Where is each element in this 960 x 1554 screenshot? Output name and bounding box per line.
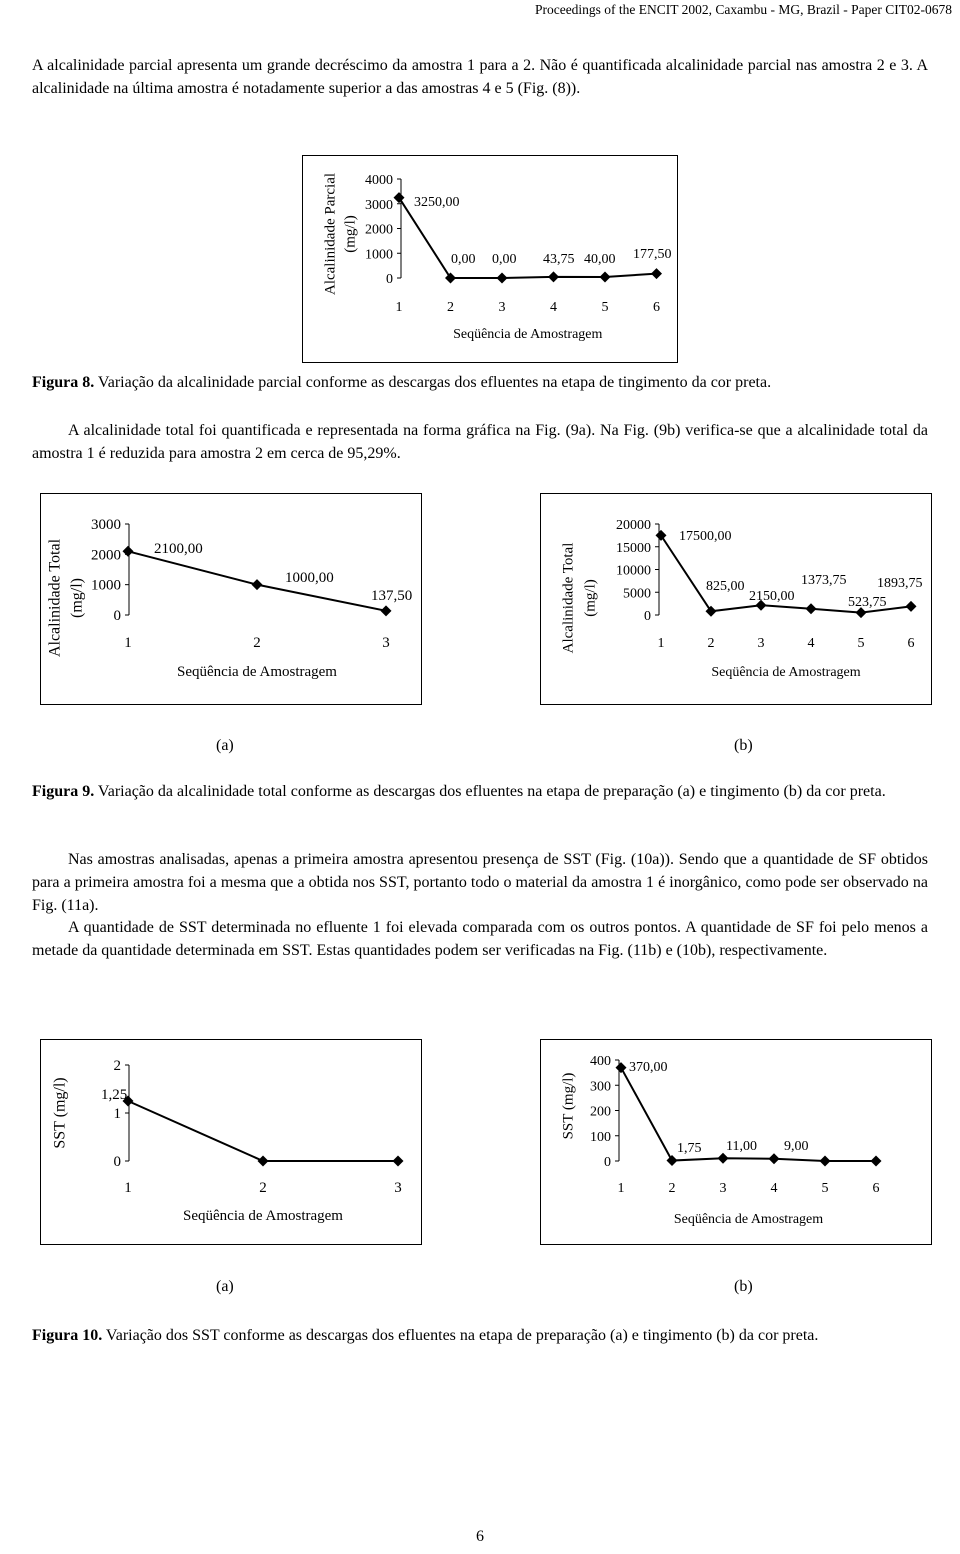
figure-9b-svg (541, 494, 931, 704)
data-point-marker (706, 606, 717, 617)
figure-8-svg (303, 156, 677, 362)
figure-8-chart (302, 155, 678, 363)
x-tick-label: 3 (394, 1180, 402, 1196)
figure-10b-svg (541, 1040, 931, 1244)
y-tick-label: 10000 (616, 563, 651, 579)
x-tick-label: 1 (395, 300, 403, 315)
y-tick-label: 1000 (91, 577, 121, 594)
x-tick-label: 1 (124, 1180, 132, 1196)
y-tick-label: 0 (113, 608, 121, 624)
data-point-marker (258, 1156, 269, 1167)
paragraph-1: A alcalinidade parcial apresenta um grande decréscimo da amostra 1 para a 2. Não é quantificada alcalinidade parcial nas amostra 2 e 3. A alcalinidade na última amostra é notadamente superior a das amostras 4 e 5 (Fig. (8)). (32, 57, 928, 97)
data-label: 1,75 (677, 1141, 702, 1156)
x-tick-label: 3 (757, 636, 765, 651)
data-label: 370,00 (629, 1060, 668, 1075)
figure-10a-svg (41, 1040, 421, 1244)
y-axis-label: SST (mg/l) (51, 1077, 69, 1149)
figure-8-text: Variação da alcalinidade parcial conforme as descargas dos efluentes na etapa de tingimento da cor preta. (94, 374, 772, 391)
y-axis-label: Alcalinidade Parcial (322, 172, 339, 296)
data-point-marker (616, 1062, 627, 1073)
x-tick-label: 3 (719, 1181, 727, 1196)
figure-8-label: Figura 8. (32, 374, 95, 391)
x-tick-label: 6 (653, 300, 660, 315)
data-point-marker (656, 530, 667, 541)
y-tick-label: 0 (604, 1155, 611, 1170)
y-tick-label: 20000 (616, 518, 651, 533)
data-label: 137,50 (371, 588, 413, 604)
x-axis-label: Seqüência de Amostragem (711, 665, 861, 680)
x-tick-label: 4 (807, 636, 815, 651)
data-point-marker (651, 268, 662, 279)
y-tick-label: 0 (386, 272, 393, 287)
data-label: 1000,00 (285, 570, 334, 586)
y-tick-label: 400 (590, 1054, 611, 1069)
figure-10-sub-b: (b) (734, 1278, 753, 1295)
data-label: 2150,00 (749, 589, 795, 604)
x-tick-label: 3 (498, 300, 506, 315)
data-point-marker (123, 546, 134, 557)
y-axis-label: (mg/l) (342, 215, 359, 253)
figure-10-label: Figura 10. (32, 1327, 103, 1344)
data-point-marker (600, 272, 611, 283)
page-header: Proceedings of the ENCIT 2002, Caxambu - MG, Brazil - Paper CIT02-0678 (534, 2, 952, 17)
x-tick-label: 4 (770, 1181, 778, 1196)
figure-9-caption (32, 780, 960, 803)
figure-9-sub-b: (b) (734, 737, 753, 754)
x-axis-label: Seqüência de Amostragem (673, 1212, 824, 1227)
data-label: 2100,00 (154, 541, 203, 557)
figure-9-text: Variação da alcalinidade total conforme as descargas dos efluentes na etapa de preparação (a) e tingimento (b) da cor preta. (94, 783, 886, 800)
x-tick-label: 5 (821, 1181, 829, 1196)
data-label: 523,75 (848, 595, 887, 610)
data-point-marker (871, 1156, 882, 1167)
y-tick-label: 15000 (616, 540, 651, 556)
figure-9a-chart (40, 493, 422, 705)
y-axis-label: (mg/l) (582, 579, 599, 617)
x-tick-label: 2 (253, 635, 261, 651)
y-tick-label: 1000 (365, 247, 393, 263)
y-tick-label: 3000 (91, 517, 121, 533)
x-axis-label: Seqüência de Amostragem (453, 327, 603, 342)
y-tick-label: 300 (590, 1079, 611, 1095)
x-tick-label: 1 (617, 1181, 625, 1196)
figure-10-sub-a: (a) (216, 1278, 234, 1295)
paragraph-4: A quantidade de SST determinada no efluente 1 foi elevada comparada com os outros pontos. A quantidade de SF foi pelo menos a metade da quantidade determinada em SST. Estas quantidades podem ser verificadas na Fig. (11b) e (10b), respectivamente. (32, 919, 928, 959)
data-label: 825,00 (706, 579, 745, 594)
data-point-marker (497, 273, 508, 284)
series-line (128, 1101, 398, 1161)
x-tick-label: 6 (907, 636, 915, 651)
x-tick-label: 4 (550, 300, 557, 315)
data-point-marker (381, 605, 392, 616)
figure-9a-svg (41, 494, 421, 704)
x-tick-label: 2 (668, 1181, 676, 1196)
data-label: 0,00 (451, 252, 476, 267)
x-tick-label: 5 (857, 636, 865, 651)
data-label: 177,50 (633, 247, 672, 262)
data-label: 0,00 (492, 252, 517, 267)
y-tick-label: 100 (590, 1129, 611, 1145)
y-axis-label: (mg/l) (68, 578, 86, 618)
data-label: 1,25 (101, 1087, 128, 1103)
figure-8-caption (32, 371, 960, 394)
y-tick-label: 5000 (623, 586, 651, 602)
x-tick-label: 1 (657, 636, 665, 651)
y-tick-label: 1 (113, 1106, 121, 1122)
data-point-marker (906, 601, 917, 612)
y-axis-label: Alcalinidade Total (46, 538, 64, 658)
figure-10-text: Variação dos SST conforme as descargas dos efluentes na etapa de preparação (a) e tingimento (b) da cor preta. (102, 1327, 819, 1344)
figure-10b-chart (540, 1039, 932, 1245)
x-tick-label: 3 (382, 635, 390, 651)
data-point-marker (394, 192, 405, 203)
data-point-marker (393, 1156, 404, 1167)
y-tick-label: 3000 (365, 197, 393, 213)
y-tick-label: 2 (113, 1058, 121, 1074)
data-point-marker (445, 273, 456, 284)
y-tick-label: 2000 (91, 547, 121, 564)
figure-10a-chart (40, 1039, 422, 1245)
paragraph-3: Nas amostras analisadas, apenas a primeira amostra apresentou presença de SST (Fig. (10a)). Sendo que a quantidade de SF obtidos para a primeira amostra foi a mesma que a obtida nos SST, portanto todo o material da amostra 1 é inorgânico, como pode ser observado na Fig. (11a). (32, 851, 928, 914)
figure-9b-chart (540, 493, 932, 705)
figure-9-label: Figura 9. (32, 783, 95, 800)
x-tick-label: 2 (259, 1180, 267, 1196)
data-point-marker (718, 1153, 729, 1164)
y-tick-label: 0 (644, 609, 651, 624)
data-label: 1893,75 (877, 576, 923, 591)
data-label: 1373,75 (801, 573, 847, 588)
data-point-marker (769, 1153, 780, 1164)
figure-9-sub-a: (a) (216, 737, 234, 754)
y-axis-label: Alcalinidade Total (560, 542, 577, 654)
data-point-marker (806, 603, 817, 614)
y-axis-label: SST (mg/l) (560, 1072, 577, 1140)
y-tick-label: 200 (590, 1104, 611, 1120)
x-axis-label: Seqüência de Amostragem (183, 1208, 343, 1224)
data-point-marker (548, 271, 559, 282)
data-label: 43,75 (543, 252, 575, 267)
y-tick-label: 0 (113, 1154, 121, 1170)
x-tick-label: 5 (601, 300, 609, 315)
x-tick-label: 1 (124, 635, 132, 651)
x-tick-label: 2 (707, 636, 715, 651)
data-point-marker (820, 1156, 831, 1167)
data-label: 17500,00 (679, 529, 732, 544)
data-label: 3250,00 (414, 195, 460, 210)
y-tick-label: 2000 (365, 222, 393, 238)
y-tick-label: 4000 (365, 173, 393, 188)
x-tick-label: 6 (872, 1181, 880, 1196)
x-axis-label: Seqüência de Amostragem (177, 664, 337, 680)
data-point-marker (667, 1155, 678, 1166)
data-point-marker (252, 579, 263, 590)
data-label: 9,00 (784, 1139, 809, 1154)
paragraph-2: A alcalinidade total foi quantificada e representada na forma gráfica na Fig. (9a). Na Fig. (9b) verifica-se que a alcalinidade total da amostra 1 é reduzida para amostra 2 em cerca de 95,29%. (32, 422, 928, 462)
figure-10-caption (32, 1324, 928, 1347)
data-label: 40,00 (584, 252, 616, 267)
page-number: 6 (476, 1528, 484, 1545)
x-tick-label: 2 (447, 300, 454, 315)
data-label: 11,00 (726, 1139, 757, 1154)
